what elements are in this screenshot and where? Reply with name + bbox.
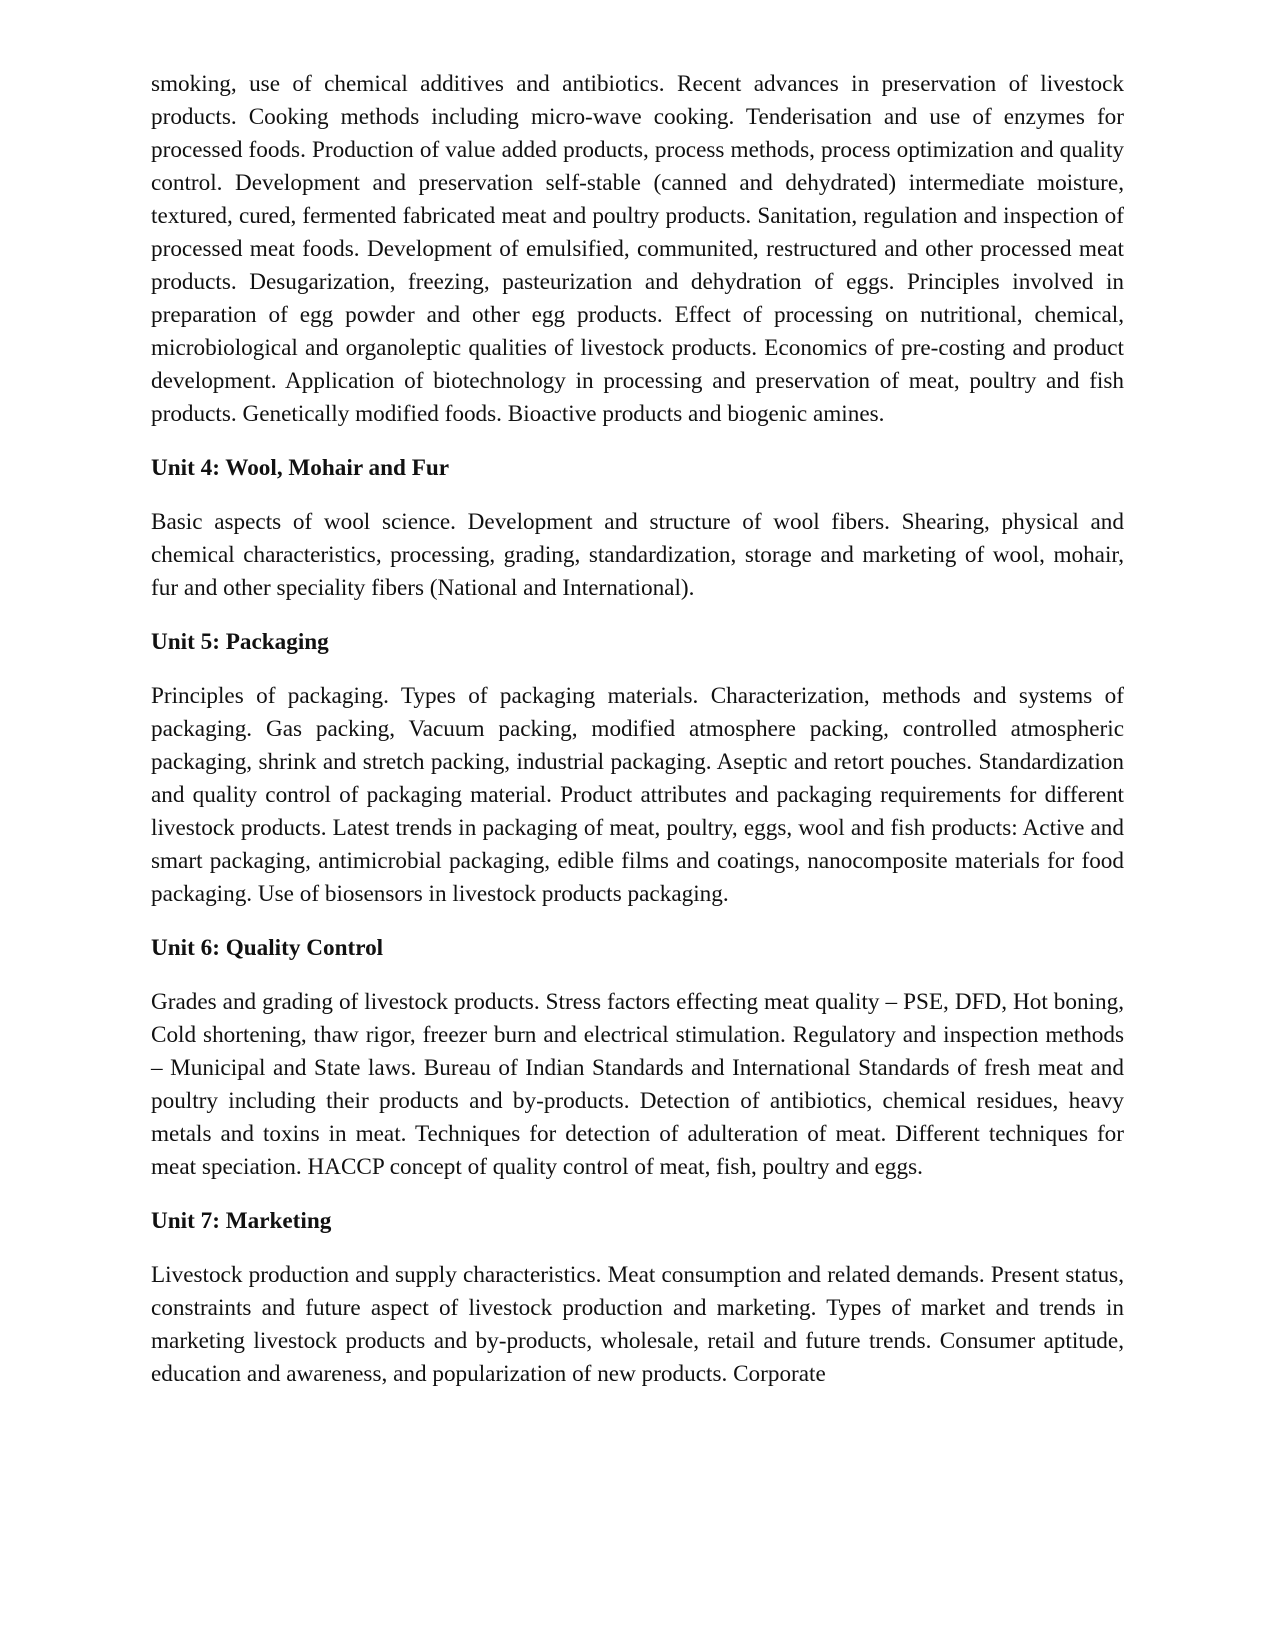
unit-7-body: Livestock production and supply characteristics. Meat consumption and related demands. Present status, constraints and future aspect of livestock production and marketing. Types of market and trends in marketing livestock products and by-products, wholesale, retail and future trends. Consumer aptitude, education and awareness, and popularization of new products. Corporate (151, 1262, 1124, 1387)
intro-paragraph: smoking, use of chemical additives and antibiotics. Recent advances in preservation of livestock products. Cooking methods including micro-wave cooking. Tenderisation and use of enzymes for processed foods. Production of value added products, process methods, process optimization and quality control. Development and preservation self-stable (canned and dehydrated) intermediate moisture, textured, cured, fermented fabricated meat and poultry products. Sanitation, regulation and inspection of processed meat foods. Development of emulsified, communited, restructured and other processed meat products. Desugarization, freezing, pasteurization and dehydration of eggs. Principles involved in preparation of egg powder and other egg products. Effect of processing on nutritional, chemical, microbiological and organoleptic qualities of livestock products. Economics of pre-costing and product development. Application of biotechnology in processing and preservation of meat, poultry and fish products. Genetically modified foods. Bioactive products and biogenic amines. (151, 71, 1124, 427)
unit-5-body: Principles of packaging. Types of packaging materials. Characterization, methods and systems of packaging. Gas packing, Vacuum packing, modified atmosphere packing, controlled atmospheric packaging, shrink and stretch packing, industrial packaging. Aseptic and retort pouches. Standardization and quality control of packaging material. Product attributes and packaging requirements for different livestock products. Latest trends in packaging of meat, poultry, eggs, wool and fish products: Active and smart packaging, antimicrobial packaging, edible films and coatings, nanocomposite materials for food packaging. Use of biosensors in livestock products packaging. (151, 683, 1124, 907)
unit-4-body: Basic aspects of wool science. Development and structure of wool fibers. Shearing, physical and chemical characteristics, processing, grading, standardization, storage and marketing of wool, mohair, fur and other speciality fibers (National and International). (151, 509, 1124, 601)
unit-7-heading: Unit 7: Marketing (151, 1208, 332, 1234)
document-page (151, 68, 1124, 1391)
unit-6-heading: Unit 6: Quality Control (151, 935, 384, 961)
unit-6-body: Grades and grading of livestock products. Stress factors effecting meat quality – PSE, DFD, Hot boning, Cold shortening, thaw rigor, freezer burn and electrical stimulation. Regulatory and inspection methods – Municipal and State laws. Bureau of Indian Standards and International Standards of fresh meat and poultry including their products and by-products. Detection of antibiotics, chemical residues, heavy metals and toxins in meat. Techniques for detection of adulteration of meat. Different techniques for meat speciation. HACCP concept of quality control of meat, fish, poultry and eggs. (151, 989, 1124, 1180)
unit-4-heading: Unit 4: Wool, Mohair and Fur (151, 455, 450, 481)
unit-5-heading: Unit 5: Packaging (151, 629, 329, 655)
